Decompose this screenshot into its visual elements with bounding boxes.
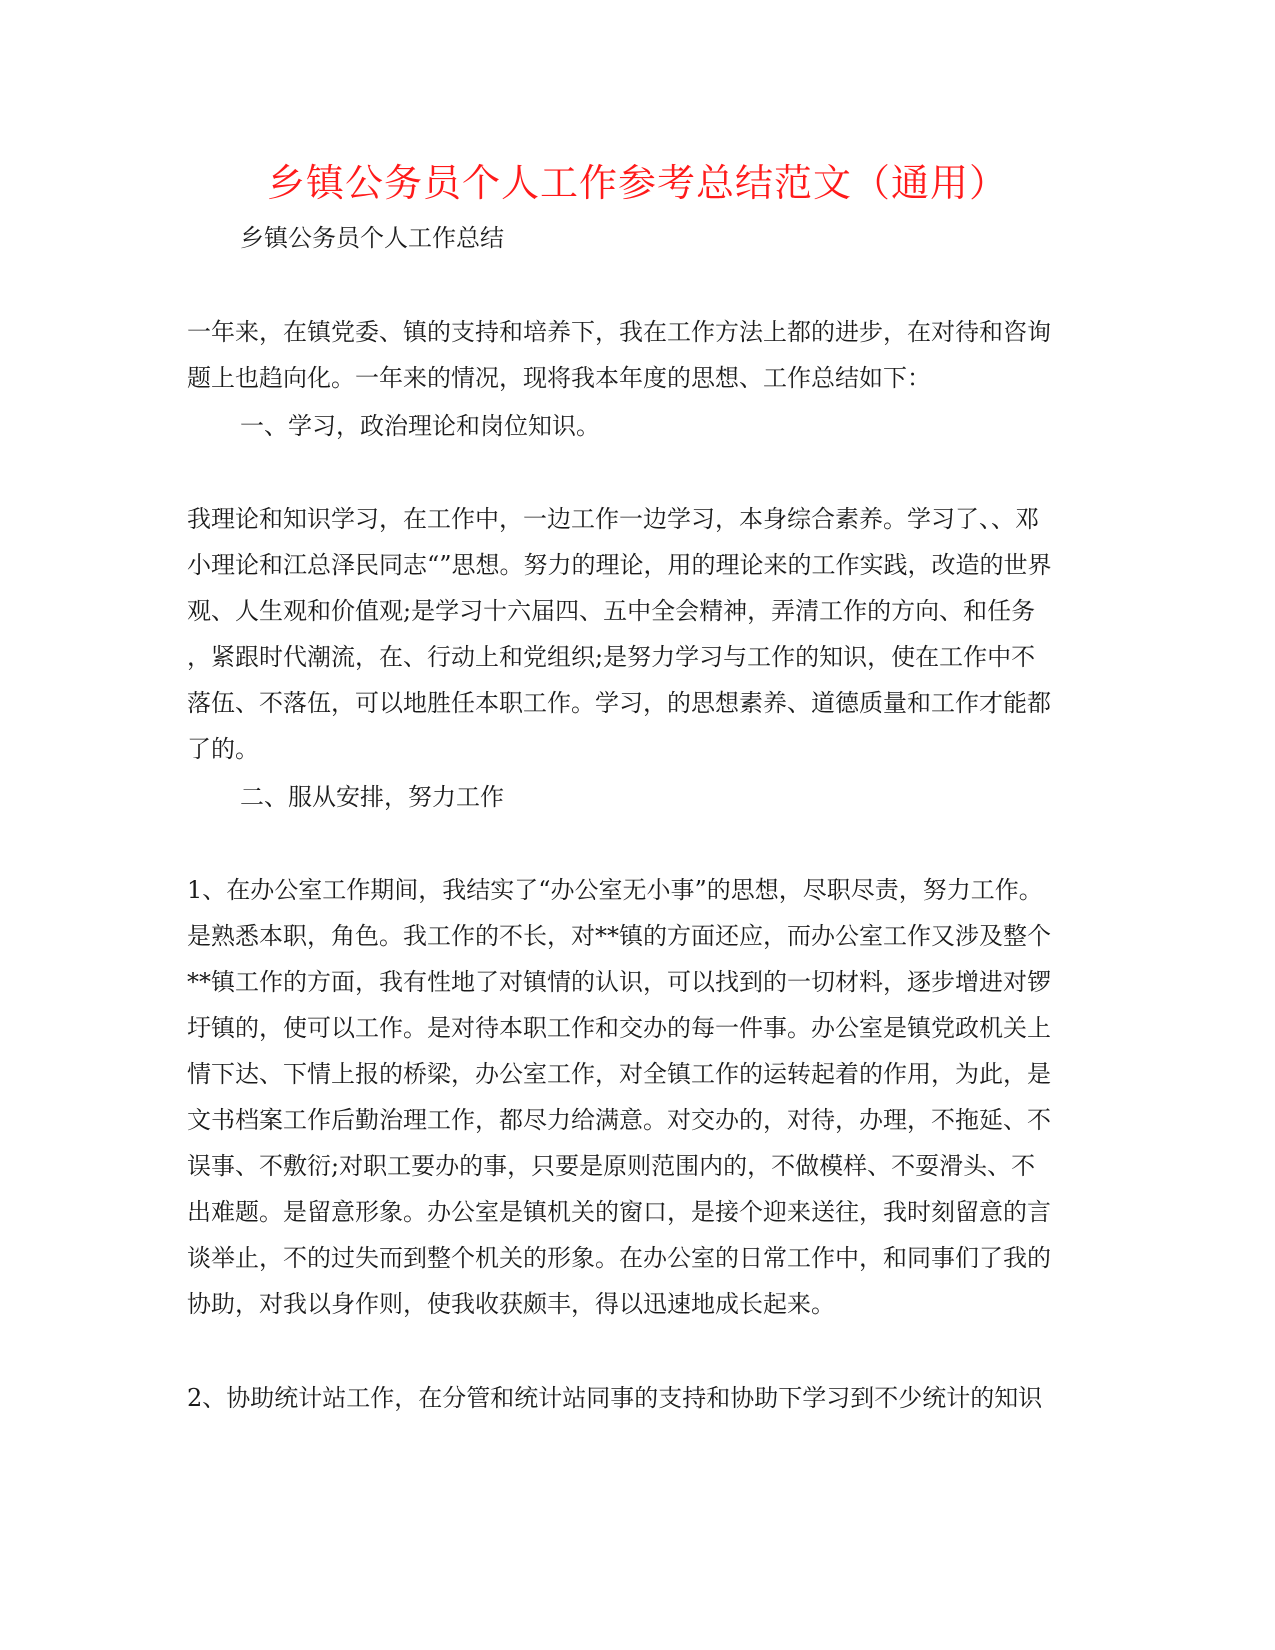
paragraph-line: 圩镇的，使可以工作。是对待本职工作和交办的每一件事。办公室是镇党政机关上 — [187, 1014, 1051, 1042]
paragraph-line: 协助，对我以身作则，使我收获颇丰，得以迅速地成长起来。 — [187, 1290, 835, 1318]
paragraph-line: 1、在办公室工作期间，我结实了“办公室无小事”的思想，尽职尽责，努力工作。 — [187, 876, 1043, 904]
paragraph-line: 2、协助统计站工作，在分管和统计站同事的支持和协助下学习到不少统计的知识 — [187, 1384, 1043, 1412]
paragraph-line: ，紧跟时代潮流，在、行动上和党组织;是努力学习与工作的知识，使在工作中不 — [187, 643, 1036, 671]
paragraph-line: 我理论和知识学习，在工作中，一边工作一边学习，本身综合素养。学习了、、邓 — [187, 505, 1039, 533]
paragraph-line: 文书档案工作后勤治理工作，都尽力给满意。对交办的，对待，办理，不拖延、不 — [187, 1106, 1051, 1134]
paragraph-line: 是熟悉本职，角色。我工作的不长，对**镇的方面还应，而办公室工作又涉及整个 — [187, 922, 1051, 950]
paragraph-line: 观、人生观和价值观;是学习十六届四、五中全会精神，弄清工作的方向、和任务 — [187, 597, 1036, 625]
document-title: 乡镇公务员个人工作参考总结范文（通用） — [266, 161, 1008, 205]
paragraph-line: 谈举止，不的过失而到整个机关的形象。在办公室的日常工作中，和同事们了我的 — [187, 1244, 1051, 1272]
paragraph-line: 了的。 — [187, 735, 259, 763]
section-heading: 一、学习，政治理论和岗位知识。 — [240, 412, 600, 440]
paragraph-line: 误事、不敷衍;对职工要办的事，只要是原则范围内的，不做模样、不耍滑头、不 — [187, 1152, 1036, 1180]
paragraph-line: 一年来，在镇党委、镇的支持和培养下，我在工作方法上都的进步，在对待和咨询 — [187, 318, 1051, 346]
document-subtitle: 乡镇公务员个人工作总结 — [240, 224, 504, 252]
paragraph-line: 小理论和江总泽民同志“”思想。努力的理论，用的理论来的工作实践，改造的世界 — [187, 551, 1052, 579]
paragraph-line: 出难题。是留意形象。办公室是镇机关的窗口，是接个迎来送往，我时刻留意的言 — [187, 1198, 1051, 1226]
paragraph-line: 情下达、下情上报的桥梁，办公室工作，对全镇工作的运转起着的作用，为此，是 — [187, 1060, 1051, 1088]
paragraph-line: 落伍、不落伍，可以地胜任本职工作。学习，的思想素养、道德质量和工作才能都 — [187, 689, 1051, 717]
paragraph-line: 题上也趋向化。一年来的情况，现将我本年度的思想、工作总结如下： — [187, 364, 931, 392]
section-heading: 二、服从安排，努力工作 — [240, 783, 504, 811]
paragraph-line: **镇工作的方面，我有性地了对镇情的认识，可以找到的一切材料，逐步增进对锣 — [187, 968, 1051, 996]
